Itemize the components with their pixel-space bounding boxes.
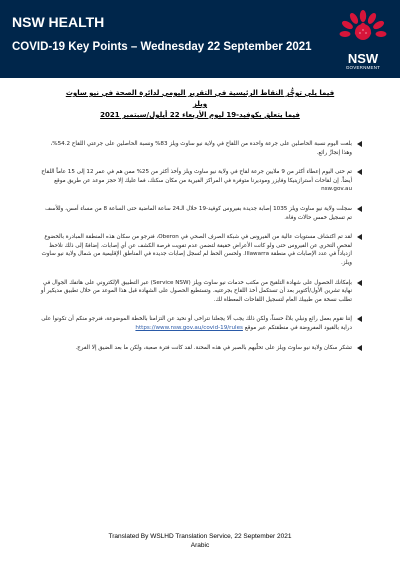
page-title: COVID-19 Key Points – Wednesday 22 September 2021 — [12, 41, 312, 53]
point-text: تم حتى اليوم إعطاء أكثر من 9 ملايين جرعة لقاح في ولاية نيو ساوث ويلز وأخذ أكثر من 25% ممن هم في عمر 12 إلى 15 عاماً اللقاح أيضاً. إن لقاحات أسترازينيكا وفايزر وموديرنا متوفرة في المراكز الفيرية من مكان سكنك، فما عليك إلا حجز موعد عن طريق موقع nsw.gov.au — [41, 169, 352, 193]
nsw-rules-link[interactable]: https://www.nsw.gov.au/covid-19/rules — [135, 324, 243, 331]
bullet-arrow-icon — [357, 141, 362, 147]
org-name: NSW HEALTH — [12, 14, 105, 30]
bullet-arrow-icon — [357, 169, 362, 175]
bullet-arrow-icon — [357, 206, 362, 212]
document-title-line-1: فيما يلي توجُّز النقاط الرئيسية في التقرير اليومي لدائرة الصحة في نيو ساوث ويلز — [65, 89, 335, 108]
point-text: إننا نقوم بعمل رائع ونبلي بلاءً حسناً، ولكن ذلك يجب ألا يجعلنا نتراخى أو نحيد عن التزامنا بالخطة الموضوعة، فنرجو منكم أن تكونوا على دراية بالقيود المفروضة في منطقتكم عبر موقع — [41, 316, 352, 331]
bullet-arrow-icon — [357, 316, 362, 322]
list-item — [40, 315, 362, 332]
list-item — [40, 168, 362, 194]
document-title-line-2: فيما يتعلق بكوفيد-19 ليوم الأربعاء 22 أيلول/سبتمبر 2021 — [100, 111, 300, 119]
point-text: تشكر سكان ولاية نيو ساوث ويلز على تحلّيهم بالصبر في هذه المحنة. لقد كانت فترة صعبة، ولكن ما بعد الضيق إلا الفرج. — [75, 344, 352, 351]
page-header — [0, 0, 400, 78]
list-item — [40, 140, 362, 157]
bullet-arrow-icon — [357, 234, 362, 240]
footer-translation-credit: Translated By WSLHD Translation Service, 22 September 2021 — [108, 533, 292, 540]
logo-text — [337, 52, 389, 71]
logo-government: GOVERNMENT — [345, 65, 381, 70]
list-item — [40, 344, 362, 353]
bullet-arrow-icon — [357, 345, 362, 351]
point-text: بلغت اليوم نسبة الحاصلين على جرعة واحدة من اللقاح في ولاية نيو ساوث ويلز 83% ونسبة الحاصلين على جرعتي اللقاح 54.2%، وهذا إنجازٌ رائع. — [50, 141, 352, 156]
bullet-arrow-icon — [357, 280, 362, 286]
document-title — [60, 88, 340, 121]
point-text: بإمكانك الحصول على شهادة التلقيح من مكتب خدمات نيو ساوث ويلز (Service NSW) عبر التطبيق الإلكتروني على هاتفك الجوال في نهاية تشرين الأول/أكتوبر بعد أن تستكمل أخذ اللقاح بجرعتيه. وتستطيع الحصول على الشهادة قبل هذا الموعد من خلال تطبيق مديكير أو تطلب نسخة من طبيبك العام لتسجيل اللقاحات المعطاة لك. — [40, 279, 352, 303]
list-item — [40, 205, 362, 222]
translation-footer — [0, 532, 400, 550]
logo-nsw: NSW — [347, 51, 379, 66]
list-item — [40, 279, 362, 305]
footer-language: Arabic — [190, 542, 210, 549]
point-text: لقد تم اكتشاف مستويات عالية من الفيروس في شبكة الصرف الصحي في Oberon، فنرجو من سكان هذه المنطقة المبادرة بالخضوع لفحص التحري عن الفيروس حتى ولو كانت الأعراض خفيفة لتضمن عدم تفويت فرصة الكشف عن أي إصابات. إضافةً إلى ذلك نلاحظ ازدياداً في عدد الإصابات في منطقة Illawarra. ولحسن الحظ لم تُسجل إصابات جديدة في المناطق الإقليمية من شمال ولاية نيو ساوث ويلز. — [41, 234, 352, 266]
list-item — [40, 233, 362, 267]
key-points-list — [40, 140, 362, 363]
point-text: سجلت ولاية نيو ساوث ويلز 1035 إصابة جديدة بفيروس كوفيد-19 خلال الـ24 ساعة الماضية حتى الساعة 8 من مساء أمس، وللأسف تم تسجيل خمس حالات وفاة. — [45, 205, 352, 221]
